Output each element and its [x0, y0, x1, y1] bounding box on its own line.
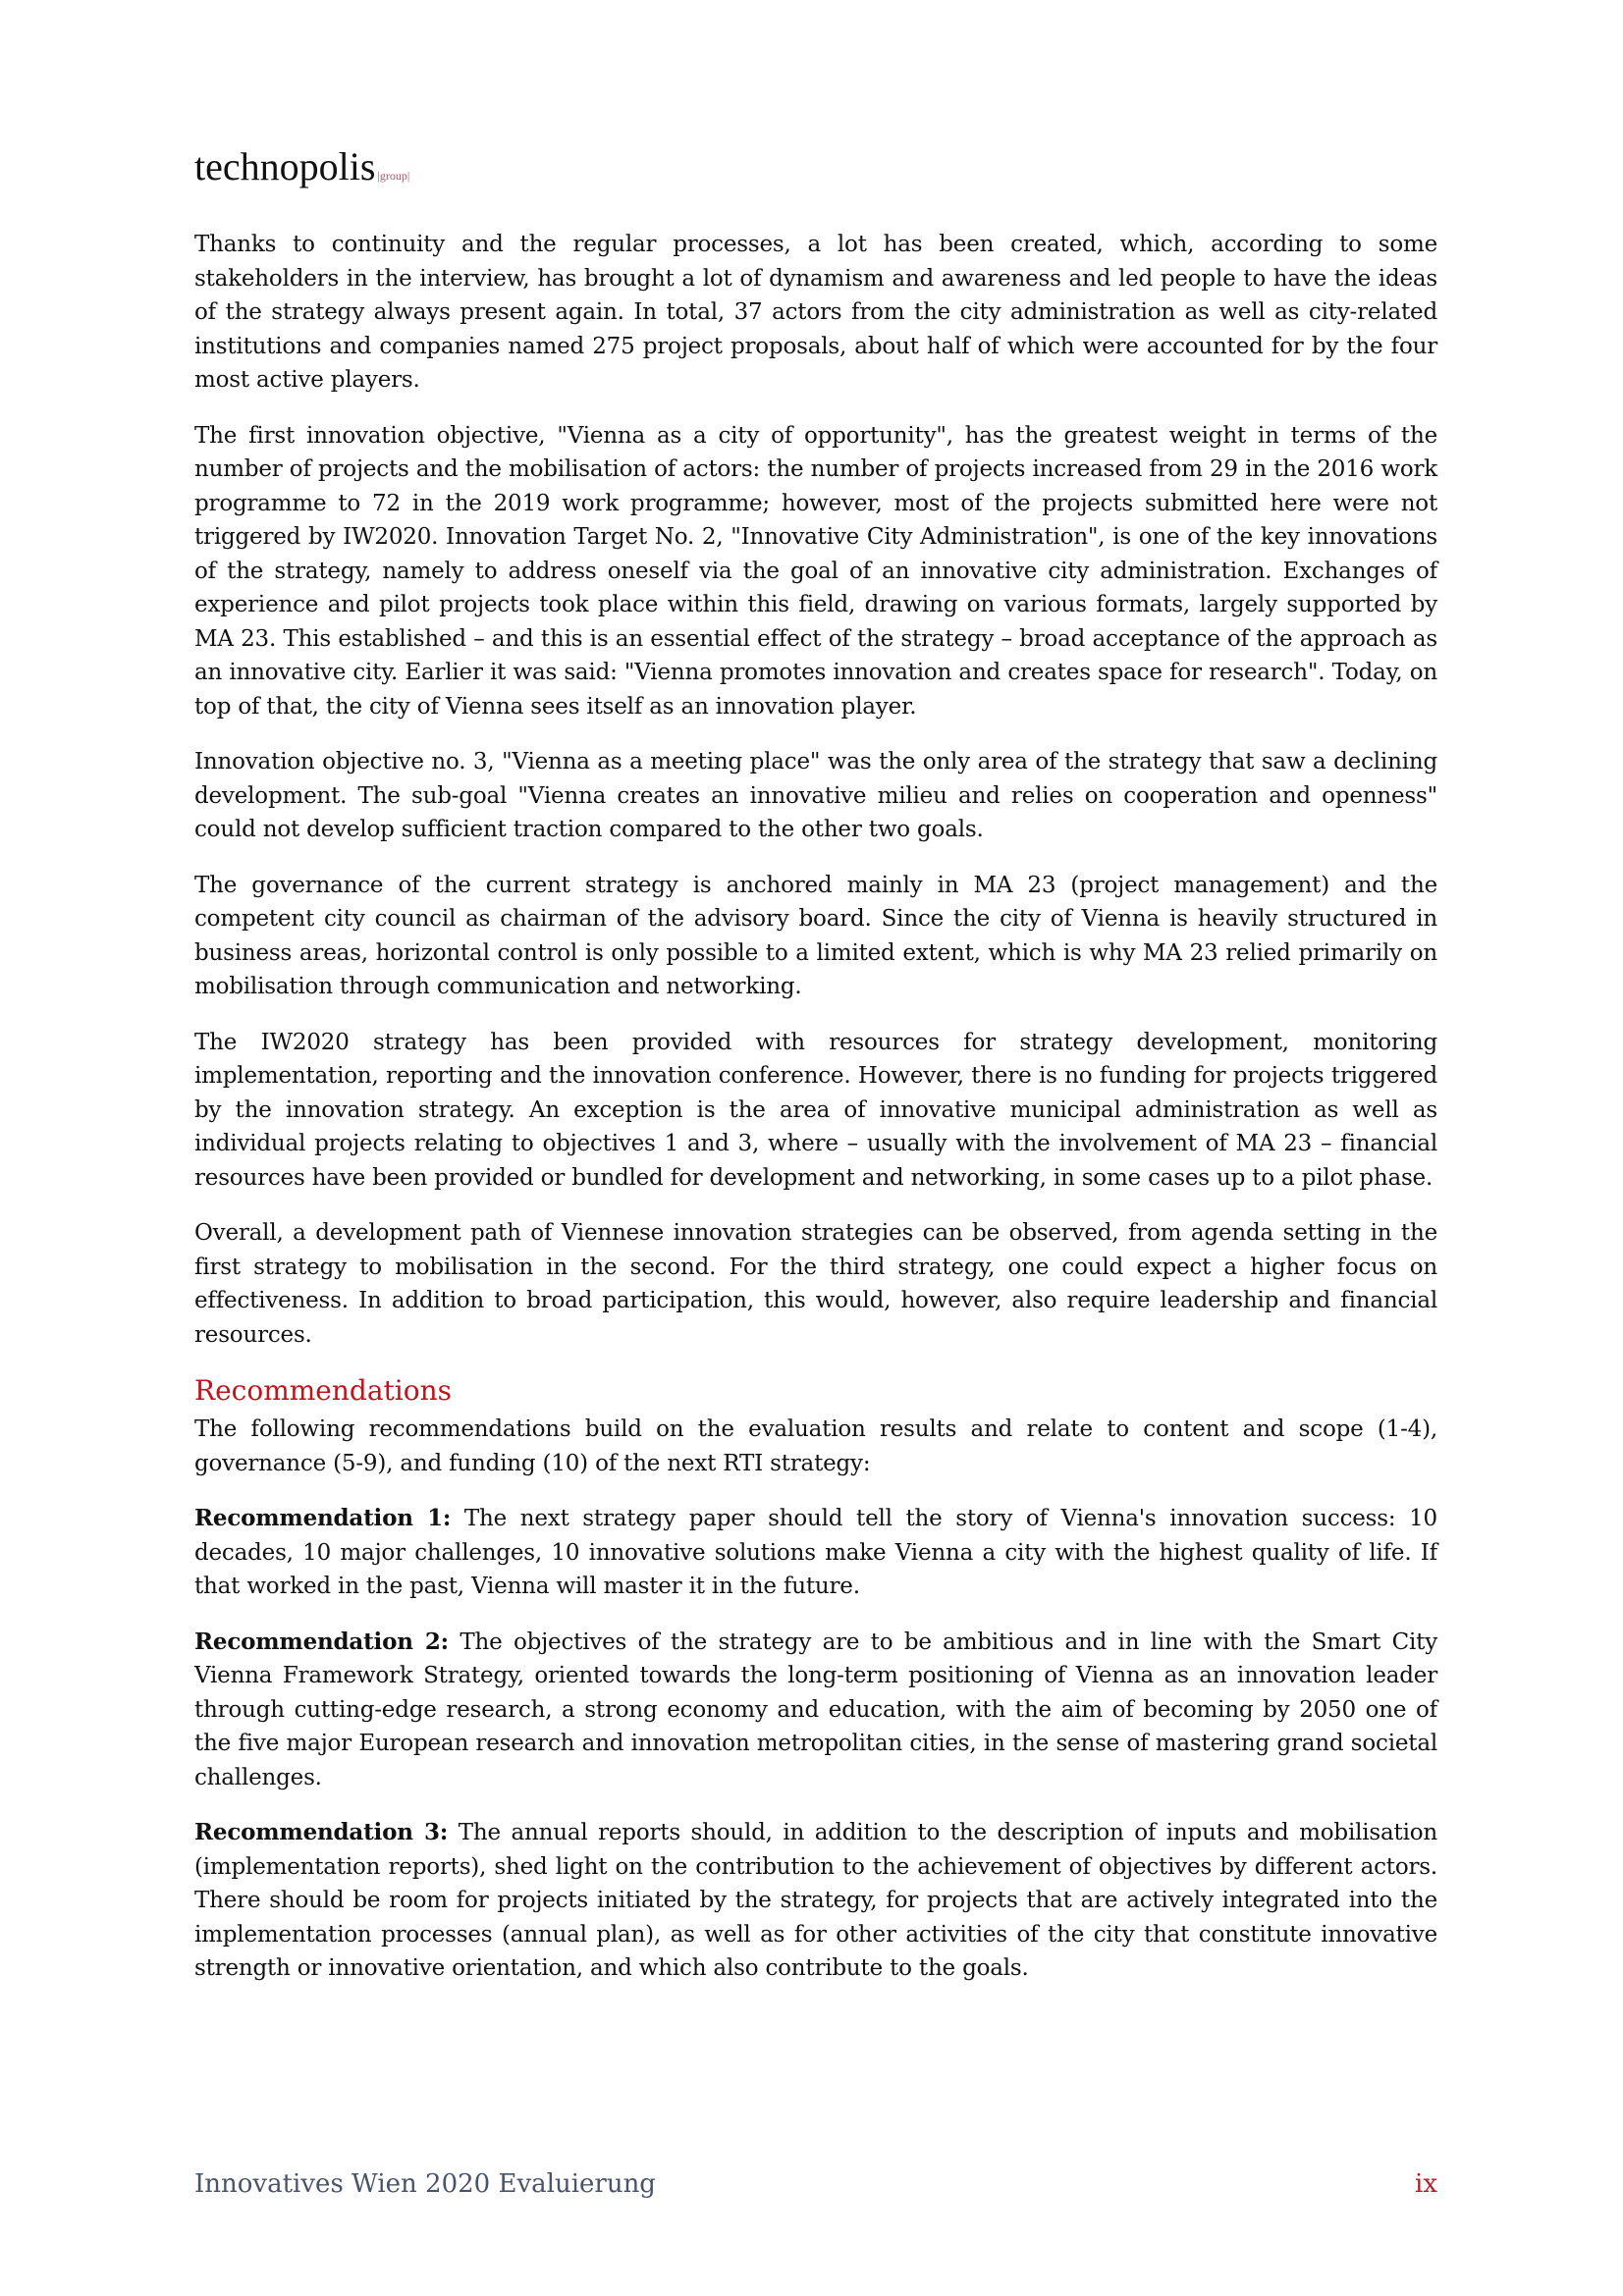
paragraph: Innovation objective no. 3, "Vienna as a meeting place" was the only area of the strategy that saw a declining development. The sub-goal "Vienna creates an innovative milieu and relies on cooperation and openness" could not develop sufficient traction compared to the other two goals.	[194, 749, 1437, 842]
page-number: ix	[1415, 2169, 1437, 2199]
logo-subtext: |group|	[377, 169, 410, 183]
paragraph: The governance of the current strategy is anchored mainly in MA 23 (project management) and the competent city council as chairman of the advisory board. Since the city of Vienna is heavily structured in business areas, horizontal control is only possible to a limited extent, which is why MA 23 relied primarily on mobilisation through communication and networking.	[194, 872, 1437, 999]
recommendation-text: The next strategy paper should tell the story of Vienna's innovation success: 10 decades, 10 major challenges, 10 innovative solutions make Vienna a city with the highest quality of life. If that worked in the past, Vienna will master it in the future.	[194, 1506, 1437, 1599]
recommendations-intro: The following recommendations build on the evaluation results and relate to content and scope (1-4), governance (5-9), and funding (10) of the next RTI strategy:	[194, 1416, 1437, 1476]
recommendation-label: Recommendation 3:	[194, 1819, 449, 1845]
recommendation-text: The annual reports should, in addition to the description of inputs and mobilisation (implementation reports), shed light on the contribution to the achievement of objectives by different actors. There should be room for projects initiated by the strategy, for projects that are actively integrated into the implementation processes (annual plan), as well as for other activities of the city that constitute innovative strength or innovative orientation, and which also contribute to the goals.	[194, 1820, 1437, 1981]
paragraph: The IW2020 strategy has been provided with resources for strategy development, monitoring implementation, reporting and the innovation conference. However, there is no funding for projects triggered by the innovation strategy. An exception is the area of innovative municipal administration as well as individual projects relating to objectives 1 and 3, where – usually with the involvement of MA 23 – financial resources have been provided or bundled for development and networking, in some cases up to a pilot phase.	[194, 1029, 1437, 1191]
recommendation-2	[194, 1626, 1437, 1795]
footer-title: Innovatives Wien 2020 Evaluierung	[194, 2169, 656, 2199]
section-heading-recommendations: Recommendations	[194, 1374, 452, 1407]
paragraph: Overall, a development path of Viennese innovation strategies can be observed, from agenda setting in the first strategy to mobilisation in the second. For the third strategy, one could expect a higher focus on effectiveness. In addition to broad participation, this would, however, also require leadership and financial resources.	[194, 1220, 1437, 1348]
recommendation-1	[194, 1502, 1437, 1604]
recommendation-3	[194, 1816, 1437, 1986]
recommendation-text: The objectives of the strategy are to be ambitious and in line with the Smart City Vienna Framework Strategy, oriented towards the long-term positioning of Vienna as an innovation leader through cutting-edge research, a strong economy and education, with the aim of becoming by 2050 one of the five major European research and innovation metropolitan cities, in the sense of mastering grand societal challenges.	[194, 1629, 1438, 1790]
technopolis-logo	[194, 143, 409, 189]
recommendation-label: Recommendation 1:	[194, 1505, 452, 1531]
paragraph: Thanks to continuity and the regular processes, a lot has been created, which, according to some stakeholders in the interview, has brought a lot of dynamism and awareness and led people to have the ideas of the strategy always present again. In total, 37 actors from the city administration as well as city-related institutions and companies named 275 project proposals, about half of which were accounted for by the four most active players.	[194, 232, 1437, 393]
recommendation-label: Recommendation 2:	[194, 1628, 449, 1655]
paragraph: The first innovation objective, "Vienna as a city of opportunity", has the greatest weight in terms of the number of projects and the mobilisation of actors: the number of projects increased from 29 in the 2016 work programme to 72 in the 2019 work programme; however, most of the projects submitted here were not triggered by IW2020. Innovation Target No. 2, "Innovative City Administration", is one of the key innovations of the strategy, namely to address oneself via the goal of an innovative city administration. Exchanges of experience and pilot projects took place within this field, drawing on various formats, largely supported by MA 23. This established – and this is an essential effect of the strategy – broad acceptance of the approach as an innovative city. Earlier it was said: "Vienna promotes innovation and creates space for research". Today, on top of that, the city of Vienna sees itself as an innovation player.	[194, 422, 1437, 720]
logo-text: technopolis	[194, 144, 376, 188]
document-body	[194, 228, 1437, 2007]
